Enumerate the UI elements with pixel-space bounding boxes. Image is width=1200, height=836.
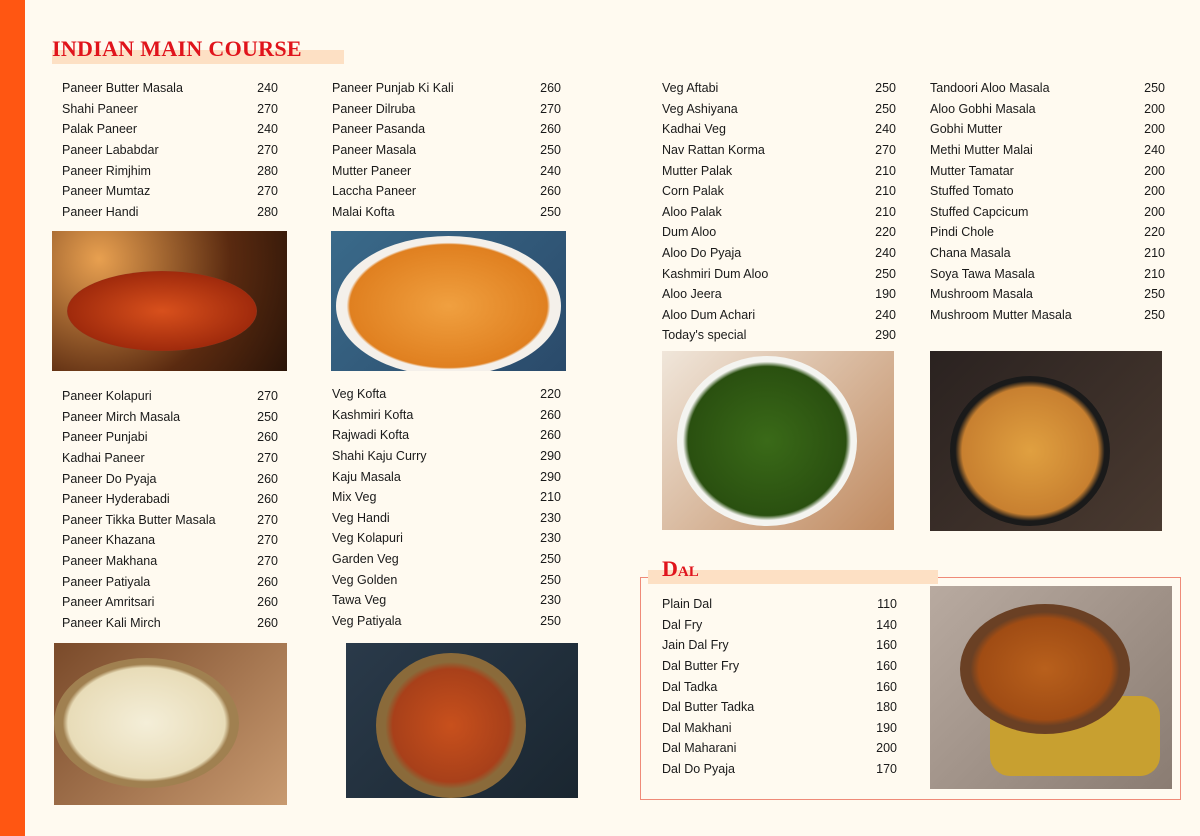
menu-item [332,549,561,570]
menu-item-price: 250 [540,143,561,158]
menu-item-price: 240 [875,122,896,137]
menu-item-price: 200 [1144,122,1165,137]
menu-list-gobhi-chole [930,78,1165,325]
menu-item-price: 200 [876,741,897,756]
menu-item [930,78,1165,99]
menu-item-name: Veg Handi [332,510,390,525]
menu-item-price: 250 [875,81,896,96]
menu-list-veg-kofta [332,384,561,631]
menu-item-name: Veg Kolapuri [332,531,403,546]
menu-item-price: 250 [875,266,896,281]
menu-item [62,613,278,634]
menu-item-price: 270 [257,389,278,404]
menu-item-name: Dal Butter Fry [662,659,740,674]
menu-item [332,405,561,426]
menu-item-price: 260 [257,574,278,589]
menu-item [930,181,1165,202]
menu-item [332,140,561,161]
menu-item [62,468,278,489]
section-title-main-course: INDIAN MAIN COURSE [52,36,344,62]
menu-item-name: Paneer Kolapuri [62,389,152,404]
menu-item-name: Plain Dal [662,597,713,612]
menu-item [332,119,561,140]
menu-item [930,160,1165,181]
menu-item [62,160,278,181]
menu-item-price: 140 [876,617,897,632]
menu-item [662,759,897,780]
menu-item-name: Aloo Gobhi Masala [930,101,1036,116]
palak-corn-photo [662,351,894,530]
menu-item-name: Dal Tadka [662,679,718,694]
mushroom-masala-photo [930,351,1162,531]
menu-item-name: Mutter Tamatar [930,163,1014,178]
menu-item-name: Aloo Palak [662,204,722,219]
menu-item-name: Aloo Do Pyaja [662,246,742,261]
menu-item [662,222,896,243]
menu-item [62,448,278,469]
menu-item [662,325,896,346]
menu-item-price: 250 [1144,307,1165,322]
menu-item-price: 260 [540,407,561,422]
menu-item [662,78,896,99]
menu-item [662,160,896,181]
menu-item-price: 200 [1144,101,1165,116]
menu-item [930,202,1165,223]
menu-item-price: 110 [877,597,897,612]
menu-item-name: Paneer Butter Masala [62,81,183,96]
menu-item-price: 240 [257,122,278,137]
menu-item-name: Tawa Veg [332,593,387,608]
menu-item [662,119,896,140]
menu-item-price: 260 [257,595,278,610]
menu-item [62,119,278,140]
menu-item-name: Kadhai Paneer [62,451,145,466]
menu-item-name: Paneer Punjab Ki Kali [332,81,454,96]
menu-item-price: 280 [257,204,278,219]
menu-item-name: Dal Makhani [662,720,732,735]
menu-item-name: Veg Patiyala [332,613,402,628]
menu-item-price: 230 [540,510,561,525]
menu-item [930,284,1165,305]
menu-item-price: 250 [540,552,561,567]
menu-item [62,489,278,510]
menu-item [930,243,1165,264]
menu-item [62,78,278,99]
orange-side-bar [0,0,25,836]
menu-item-name: Nav Rattan Korma [662,143,765,158]
menu-item-price: 250 [1144,81,1165,96]
menu-item-name: Shahi Paneer [62,101,138,116]
menu-item-price: 200 [1144,163,1165,178]
menu-item-name: Soya Tawa Masala [930,266,1035,281]
menu-item-name: Paneer Kali Mirch [62,615,161,630]
menu-item-price: 270 [540,101,561,116]
menu-item-price: 200 [1144,204,1165,219]
menu-item [662,718,897,739]
menu-item [62,407,278,428]
menu-item [332,78,561,99]
menu-item-price: 270 [257,554,278,569]
menu-item-name: Palak Paneer [62,122,138,137]
menu-item-price: 260 [257,615,278,630]
menu-item-name: Shahi Kaju Curry [332,449,427,464]
menu-item-name: Paneer Rimjhim [62,163,151,178]
menu-item-name: Paneer Handi [62,204,139,219]
menu-item-price: 230 [540,593,561,608]
menu-list-paneer-3 [62,386,278,633]
menu-list-dal [662,594,897,779]
menu-item [62,427,278,448]
menu-item-price: 220 [1144,225,1165,240]
menu-item-name: Garden Veg [332,552,399,567]
menu-item-price: 290 [540,449,561,464]
menu-item-price: 260 [540,81,561,96]
menu-item-name: Paneer Khazana [62,533,156,548]
menu-item [332,202,561,223]
menu-item-name: Mutter Paneer [332,163,412,178]
menu-item [62,592,278,613]
menu-item-name: Paneer Pasanda [332,122,426,137]
menu-list-veg-aloo [662,78,896,346]
menu-item-name: Dal Fry [662,617,703,632]
menu-item-price: 260 [540,184,561,199]
menu-item [662,181,896,202]
paneer-white-gravy-photo [54,643,287,805]
menu-item-name: Paneer Mumtaz [62,184,151,199]
menu-item [332,181,561,202]
menu-item [662,284,896,305]
menu-item-name: Rajwadi Kofta [332,428,410,443]
menu-item-price: 280 [257,163,278,178]
menu-item-price: 240 [875,307,896,322]
menu-item [332,590,561,611]
menu-item [332,160,561,181]
menu-item-price: 260 [540,122,561,137]
menu-item [62,99,278,120]
menu-item-name: Chana Masala [930,246,1011,261]
menu-item [332,611,561,632]
menu-item-price: 240 [875,246,896,261]
menu-item-name: Kaju Masala [332,469,401,484]
menu-item [662,243,896,264]
menu-item-price: 270 [257,451,278,466]
menu-item-price: 250 [540,204,561,219]
menu-item [332,508,561,529]
menu-item-name: Pindi Chole [930,225,994,240]
menu-item-price: 210 [540,490,561,505]
section-title-dal: Dal [648,556,938,582]
menu-item-name: Paneer Hyderabadi [62,492,170,507]
menu-item-name: Paneer Patiyala [62,574,151,589]
menu-item-name: Paneer Do Pyaja [62,471,157,486]
menu-item [62,571,278,592]
menu-item-price: 190 [876,720,897,735]
menu-item [930,140,1165,161]
menu-item-price: 250 [1144,287,1165,302]
menu-item-name: Methi Mutter Malai [930,143,1033,158]
menu-item-price: 160 [876,679,897,694]
menu-item-name: Paneer Lababdar [62,143,159,158]
menu-item-price: 290 [540,469,561,484]
menu-item-price: 210 [875,163,896,178]
menu-item-name: Kadhai Veg [662,122,726,137]
menu-item [662,140,896,161]
menu-item-price: 260 [257,492,278,507]
menu-item-price: 270 [257,512,278,527]
menu-item-price: 260 [540,428,561,443]
menu-item-name: Dal Do Pyaja [662,762,735,777]
menu-item-price: 270 [875,143,896,158]
menu-item [332,466,561,487]
menu-item-price: 160 [876,638,897,653]
menu-list-paneer-2 [332,78,561,222]
menu-item-price: 210 [875,184,896,199]
menu-item [62,140,278,161]
menu-item [662,99,896,120]
menu-item-price: 190 [875,287,896,302]
menu-item-name: Paneer Amritsari [62,595,155,610]
menu-item-price: 250 [875,101,896,116]
menu-item-price: 260 [257,430,278,445]
menu-item [930,305,1165,326]
menu-item [332,487,561,508]
menu-item-price: 170 [876,762,897,777]
paneer-curry-photo [52,231,287,371]
menu-item-name: Dal Maharani [662,741,737,756]
menu-item-name: Veg Ashiyana [662,101,738,116]
menu-item-name: Paneer Dilruba [332,101,416,116]
menu-item-price: 240 [1144,143,1165,158]
menu-item [62,530,278,551]
menu-item-price: 240 [257,81,278,96]
menu-item-price: 210 [1144,246,1165,261]
menu-item-name: Paneer Masala [332,143,417,158]
menu-item [332,569,561,590]
menu-item-name: Aloo Jeera [662,287,722,302]
menu-item [930,119,1165,140]
menu-item [62,202,278,223]
menu-item-price: 220 [875,225,896,240]
menu-item-price: 270 [257,533,278,548]
menu-item-name: Veg Aftabi [662,81,719,96]
menu-item-name: Stuffed Tomato [930,184,1014,199]
menu-item-name: Aloo Dum Achari [662,307,756,322]
menu-item [662,697,897,718]
menu-item [332,99,561,120]
menu-item [662,305,896,326]
menu-list-paneer-1 [62,78,278,222]
menu-item-price: 250 [540,613,561,628]
menu-item [662,594,897,615]
menu-item [332,384,561,405]
malai-kofta-photo [331,231,566,371]
menu-item-name: Paneer Makhana [62,554,158,569]
menu-item-name: Dum Aloo [662,225,717,240]
dal-makhani-photo [930,586,1172,789]
menu-item-name: Mix Veg [332,490,377,505]
menu-item-name: Paneer Mirch Masala [62,409,181,424]
menu-item-name: Tandoori Aloo Masala [930,81,1050,96]
menu-item-name: Paneer Punjabi [62,430,148,445]
menu-item [662,615,897,636]
menu-item-price: 290 [875,328,896,343]
menu-item [662,656,897,677]
menu-item [62,386,278,407]
menu-item-price: 240 [540,163,561,178]
menu-item-price: 210 [875,204,896,219]
menu-item [662,263,896,284]
menu-item [662,635,897,656]
menu-item [662,738,897,759]
menu-item-price: 180 [876,700,897,715]
menu-item-name: Veg Kofta [332,387,387,402]
menu-item [930,263,1165,284]
menu-item-price: 270 [257,143,278,158]
menu-item-price: 200 [1144,184,1165,199]
menu-item-name: Laccha Paneer [332,184,417,199]
menu-item-price: 260 [257,471,278,486]
menu-item [332,425,561,446]
menu-item [332,528,561,549]
menu-item-price: 250 [540,572,561,587]
menu-item-price: 270 [257,184,278,199]
menu-item-name: Veg Golden [332,572,398,587]
menu-item-name: Kashmiri Kofta [332,407,414,422]
menu-item-name: Mushroom Masala [930,287,1033,302]
menu-item-price: 230 [540,531,561,546]
menu-item-name: Kashmiri Dum Aloo [662,266,769,281]
menu-item-name: Malai Kofta [332,204,395,219]
menu-item-name: Today's special [662,328,747,343]
menu-item-price: 210 [1144,266,1165,281]
menu-item-name: Gobhi Mutter [930,122,1003,137]
menu-item-price: 250 [257,409,278,424]
menu-item-name: Dal Butter Tadka [662,700,755,715]
menu-item-price: 220 [540,387,561,402]
menu-item [332,446,561,467]
menu-item [662,202,896,223]
veg-kolapuri-photo [346,643,578,798]
menu-item [930,99,1165,120]
menu-item-name: Mutter Palak [662,163,733,178]
menu-item-name: Paneer Tikka Butter Masala [62,512,216,527]
menu-item [662,676,897,697]
menu-item-name: Corn Palak [662,184,724,199]
menu-item-price: 270 [257,101,278,116]
menu-item [62,551,278,572]
menu-item [62,181,278,202]
menu-item-name: Stuffed Capcicum [930,204,1029,219]
menu-item-name: Mushroom Mutter Masala [930,307,1072,322]
menu-item-price: 160 [876,659,897,674]
menu-item-name: Jain Dal Fry [662,638,729,653]
menu-item [62,510,278,531]
menu-item [930,222,1165,243]
